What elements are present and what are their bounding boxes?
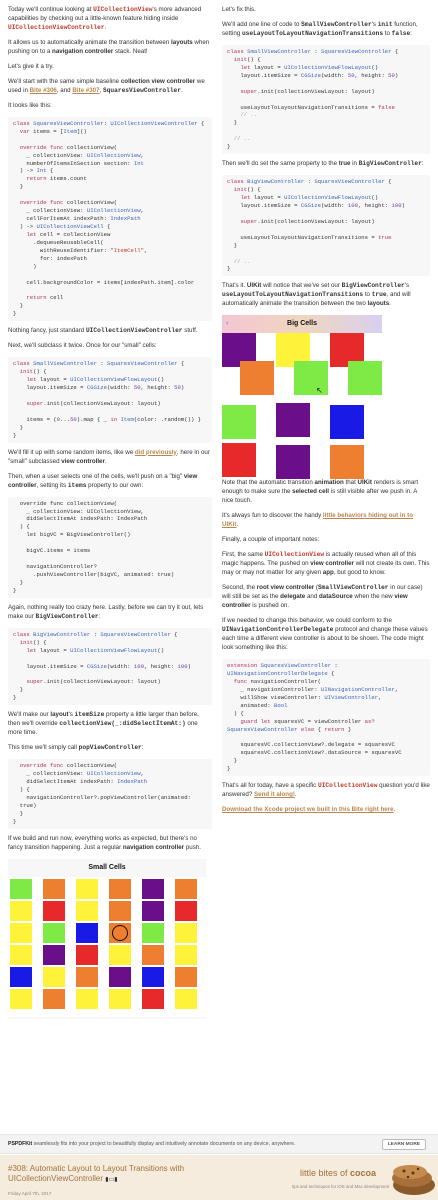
collection-cell[interactable] [330, 405, 364, 439]
collection-cell[interactable] [109, 989, 131, 1009]
paragraph: It looks like this: [8, 101, 52, 109]
collection-cell[interactable] [142, 923, 164, 943]
collection-cell[interactable] [109, 967, 131, 987]
sponsor-bar [0, 1134, 438, 1154]
collection-cell[interactable] [348, 361, 382, 395]
collection-cell[interactable] [142, 945, 164, 965]
nav-bar-title: Small Cells [8, 859, 206, 877]
code-block: class SmallViewController : SquaresViewController { init() { let layout = UICollectionViewFlowLayout() layout.itemSize = CGSize(width: 50, height: 50) super.init(collectionViewLayout: layout) useLayoutToLayoutNavigationTransitions = false // .. } // .. } [222, 45, 430, 154]
bite-title[interactable]: #308: Automatic Layout to Layout Transitions with UICollectionViewController ▮▭▮ [8, 1164, 185, 1184]
paragraph: Next, we'll subclass it twice. Once for our "small" cells: [8, 342, 157, 350]
collection-cell[interactable] [76, 923, 98, 943]
collection-cell[interactable] [10, 989, 32, 1009]
learn-more-button[interactable]: LEARN MORE [382, 1139, 426, 1150]
paragraph: First, the same UICollectionView is actually reused when all of this magic happens. The pushed on view controller will not create its own. This may or may not matter for any given app, but good to know. [222, 551, 430, 577]
collection-cell[interactable] [276, 403, 310, 437]
cursor-icon: ↖ [316, 386, 323, 396]
code-block: extension SquaresViewController : UINavigationControllerDelegate { func navigationController( _ navigationController: UINavigationController, willShow viewController: UIViewController, animated: Bool ) { guard let squaresVC = viewController as? SquaresViewController else { return } squaresVC.collectionView?.delegate = squaresVC squaresVC.collectionView?.dataSource = squaresVC } } [222, 659, 430, 776]
touch-indicator-icon [112, 925, 128, 941]
did-previously-link[interactable]: did previously [134, 448, 177, 456]
site-brand[interactable]: little bites of cocoa [300, 1168, 377, 1178]
paragraph: We'll start with the same simple baseline collection view controller we used in Bite #306, and Bite #307, SquaresViewController. [8, 77, 205, 94]
paragraph: Download the Xcode project we built in this Bite right here. [222, 806, 396, 814]
paragraph: If we build and run now, everything works as expected, but there's no fancy transition happening. Just a regular navigation controller push. [8, 834, 201, 851]
paragraph: It's always fun to discover the handy little behaviors hiding out in to UIKit. [222, 512, 413, 529]
small-cells-screenshot [8, 859, 206, 1019]
platform-icons: ▮▭▮ [105, 1177, 118, 1184]
collection-cell[interactable] [175, 923, 197, 943]
uikit-behaviors-link[interactable]: little behaviors hiding out in to UIKit [222, 512, 413, 529]
send-it-along-link[interactable]: Send it along! [254, 791, 295, 799]
collection-cell[interactable] [175, 945, 197, 965]
right-column [222, 6, 430, 821]
collection-cell[interactable] [175, 989, 197, 1009]
code-block: override func collectionView( _ collectionView: UICollectionView, didSelectItemAt indexPath: IndexPath ) { let bigVC = BigViewController() bigVC.items = items navigationController? .pushViewController(bigVC, animated: true) } } [8, 497, 212, 598]
paragraph: That's all for today, have a specific UICollectionView question you'd like answered? Send it along!. [222, 782, 430, 799]
collection-cell[interactable] [76, 901, 98, 921]
collection-cell[interactable] [222, 443, 256, 477]
paragraph: Again, nothing really too crazy here. Lastly, before we can try it out, lets make our BigViewController: [8, 603, 204, 620]
collection-cell[interactable] [294, 361, 328, 395]
big-cells-grid [222, 333, 382, 473]
sponsor-text: PSPDFKit seamlessly fits into your project to beautifully display and intuitively annotate documents on any device, anywhere. [8, 1141, 296, 1147]
paragraph: We'll add one line of code to SmallViewController's init function, setting useLayoutToLayoutNavigationTransitions to false: [222, 20, 418, 37]
collection-cell[interactable] [222, 405, 256, 439]
collection-cell[interactable] [109, 945, 131, 965]
paragraph: Finally, a couple of important notes: [222, 536, 320, 544]
collection-cell[interactable] [109, 901, 131, 921]
collection-cell[interactable] [43, 989, 65, 1009]
bite-307-link[interactable]: Bite #307 [72, 86, 100, 94]
collection-cell[interactable] [43, 923, 65, 943]
paragraph: It allows us to automatically animate the transition between layouts when pushing on to a navigation controller stack. Neat! [8, 38, 210, 55]
bite-footer [0, 1155, 438, 1200]
collection-cell[interactable] [10, 923, 32, 943]
code-block: class BigViewController : SquaresViewController { init() { let layout = UICollectionViewFlowLayout() layout.itemSize = CGSize(width: 100, height: 100) super.init(collectionViewLayout: layout) useLayoutToLayoutNavigationTransitions = true } // .. } [222, 175, 430, 276]
collection-cell[interactable] [10, 901, 32, 921]
paragraph: Let's fix this. [222, 6, 256, 13]
left-column [8, 6, 212, 1025]
collection-cell[interactable] [276, 445, 310, 479]
collection-cell[interactable] [76, 989, 98, 1009]
collection-cell[interactable] [175, 901, 197, 921]
collection-cell[interactable] [10, 879, 32, 899]
collection-cell[interactable] [142, 967, 164, 987]
paragraph: We'll fill it up with some random items, like we did previously, here in our "small" subclassed view controller. [8, 448, 210, 465]
code-block: class BigViewController : SquaresViewController { init() { let layout = UICollectionViewFlowLayout() layout.itemSize = CGSize(width: 100, height: 100) super.init(collectionViewLayout: layout) } } [8, 628, 212, 705]
back-chevron-icon[interactable]: ‹ [226, 320, 229, 328]
paragraph: This time we'll simply call popViewController: [8, 744, 144, 752]
bite-306-link[interactable]: Bite #306 [29, 86, 57, 94]
collection-cell[interactable] [175, 879, 197, 899]
intro-paragraph: Today we'll continue looking at UICollectionView's more advanced capabilities by checking out a little-known feature hiding inside UICollectionViewController. [8, 6, 202, 31]
bite-date: Friday April 7th, 2017 [8, 1191, 52, 1196]
collection-cell[interactable] [142, 989, 164, 1009]
collection-cell[interactable] [43, 901, 65, 921]
paragraph: Let's give it a try. [8, 62, 54, 70]
collection-cell[interactable] [43, 879, 65, 899]
collection-cell[interactable] [43, 945, 65, 965]
code-block: class SmallViewController : SquaresViewController { init() { let layout = UICollectionViewFlowLayout() layout.itemSize = CGSize(width: 50, height: 50) super.init(collectionViewLayout: layout) items = (0...50).map { _ in Item(color: .random()) } } } [8, 357, 212, 442]
collection-cell[interactable] [142, 879, 164, 899]
site-tagline: tips and techniques for iOS and Mac development [292, 1184, 390, 1189]
paragraph: That's it. UIKit will notice that we've set our BigViewController's useLayoutToLayoutNavigationTransitions to true, and will automatically animate the transition between the two layouts. [222, 282, 411, 308]
download-project-link[interactable]: Download the Xcode project we built in this Bite right here [222, 806, 394, 814]
collection-cell[interactable] [142, 901, 164, 921]
collection-cell[interactable] [109, 923, 131, 943]
paragraph: Note that the automatic transition animation that UIKit renders is smart enough to make sure the selected cell is still visible after we push in. A nice touch. [222, 479, 419, 505]
paragraph: We'll make our layout's itemSize property a little larger than before, then we'll override collectionView(_:didSelectItemAt:) one more time. [8, 711, 199, 737]
code-block: override func collectionView( _ collectionView: UICollectionView, didSelectItemAt indexPath: IndexPath ) { navigationController?.popViewController(animated: true) } } [8, 759, 212, 829]
paragraph: Then, when a user selects one of the cells, we'll push on a "big" view controller, setting its items property to our own: [8, 472, 198, 489]
nav-bar-title: ‹ Big Cells [222, 315, 382, 333]
collection-cell[interactable] [109, 879, 131, 899]
collection-cell[interactable] [10, 967, 32, 987]
collection-cell[interactable] [175, 967, 197, 987]
code-block: class SquaresViewController: UICollectionViewController { var items = [Item]() override func collectionView( _ collectionView: UICollectionView, numberOfItemsInSection section: Int ) -> Int { return items.count } override func collectionView( _ collectionView: UICollectionView, cellForItemAt indexPath: IndexPath ) -> UICollectionViewCell { let cell = collectionView .dequeueReusableCell( withReuseIdentifier: "ItemCell", for: indexPath ) cell.backgroundColor = items[indexPath.item].color return cell } } [8, 117, 212, 321]
collection-cell[interactable] [240, 361, 274, 395]
collection-cell[interactable] [330, 445, 364, 479]
cookie-logo-icon [388, 1161, 436, 1197]
collection-cell[interactable] [76, 967, 98, 987]
collection-cell[interactable] [76, 879, 98, 899]
small-cells-grid [8, 877, 206, 1017]
collection-cell[interactable] [10, 945, 32, 965]
paragraph: Then we'll do set the same property to the true in BigViewController: [222, 160, 424, 168]
collection-cell[interactable] [76, 945, 98, 965]
big-cells-screenshot [222, 315, 382, 473]
collection-cell[interactable] [43, 967, 65, 987]
paragraph: Second, the root view controller (SmallViewController in our case) will still be set as the delegate and dataSource when the new view controller is pushed on. [222, 584, 423, 610]
paragraph: Nothing fancy, just standard UICollectionViewController stuff. [8, 327, 198, 335]
paragraph: If we needed to change this behavior, we could conform to the UINavigationControllerDelegate protocol and change these values each time a different view controller is about to be shown. The code might look something like this: [222, 617, 428, 652]
